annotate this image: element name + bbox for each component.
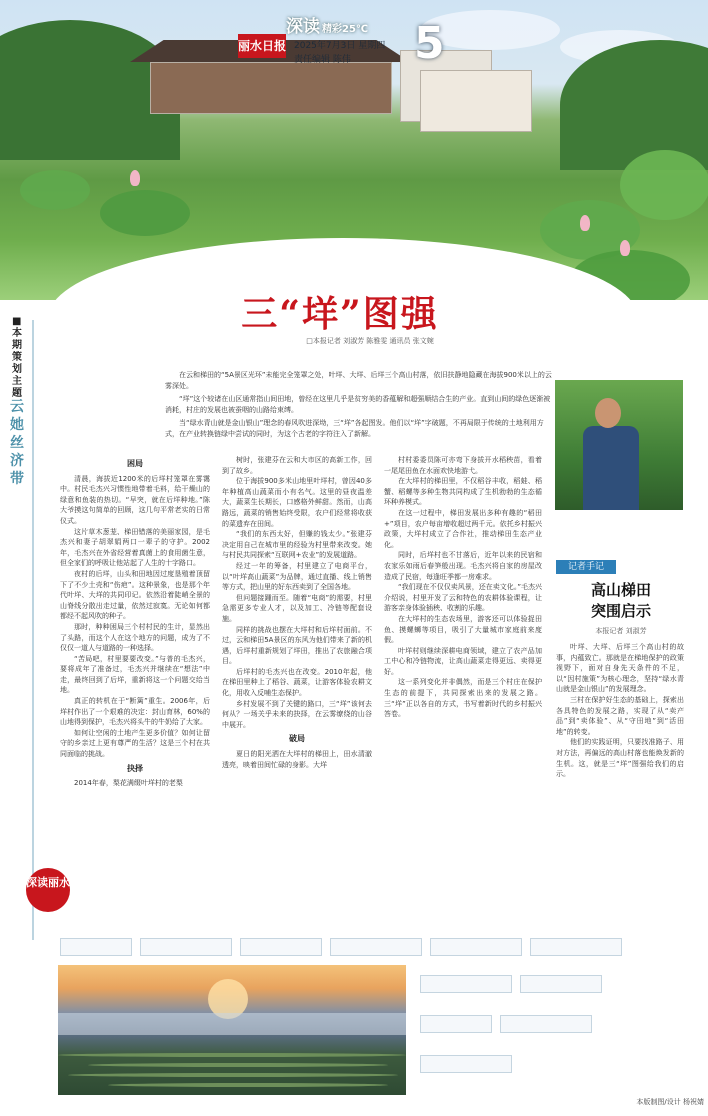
- feature-label: ■本期策划主题: [12, 316, 22, 399]
- wall-brick: [430, 938, 522, 956]
- body-paragraph: 如何让空闲的土地产生更多价值？如何让留守的乡亲过上更有尊严的生活？这是三个村在共同面临的挑战。: [60, 728, 210, 759]
- wall-brick: [500, 1015, 592, 1033]
- terrace-line: [88, 1063, 388, 1067]
- page-number: 5: [414, 18, 445, 69]
- issue-date: 2025年7月3日 星期四: [294, 41, 386, 51]
- body-paragraph: “我们现在不仅仅卖风景，还在卖文化。”毛杰兴介绍说，村里开发了云和特色的农耕体验课程，让游客亲身体验插秧、收割的乐趣。: [384, 583, 542, 613]
- section-heading: 破局: [289, 734, 305, 744]
- commentary-paragraph: 他们的实践证明，只要找准路子、用对方法，再偏远的高山村落也能焕发新的生机。这，就是三“垟”图强给我们的启示。: [556, 738, 684, 779]
- body-paragraph: “我们的东西太好，但赚的钱太少。”张建芬决定用自己在城市里的经验为村里带来改变。她与村民共同探索“互联网+农业”的发展道路。: [222, 530, 372, 560]
- design-credits: 本版制图/设计 杨祝婧: [636, 1098, 704, 1106]
- terraces-sunset-photo: [58, 965, 406, 1095]
- terrace-line: [108, 1083, 388, 1087]
- mist-layer: [58, 1013, 406, 1035]
- wall-brick: [240, 938, 322, 956]
- lotus-flower: [620, 240, 630, 256]
- wall-brick: [530, 938, 622, 956]
- body-paragraph: 在大垟村的生态农场里，游客还可以体验捉田鱼、摸螺蛳等项目，吸引了大量城市家庭前来度假。: [384, 614, 542, 645]
- lead-paragraph: “垟”这个较诸在山区通常指山间田地，曾经在这里几乎是贫穷美的香蕴解和超强顺结合生的产业。直到山间的绿色逐渐被消耗，村庄的发展也被蚕咽的山路给束缚。: [165, 395, 551, 414]
- body-paragraph: 村村委委员陈可亦弯下身拔开水稻秧苗，看着一尾尾田鱼在水面欢快地游弋。: [384, 456, 542, 475]
- body-paragraph: 但问题接踵而至。随着“电商”的需要，村里急需更多专业人才，以及加工、冷链等配套设施。: [222, 593, 372, 623]
- body-paragraph: “苦局吧，村里要要改变。”与普的毛杰兴，要将成年了准备过，毛杰兴并继续在“想法”中走，最终回到了后垟，重新将这一个问题交给当地。: [60, 654, 210, 695]
- section-heading: 困局: [127, 459, 143, 468]
- terrace-line: [68, 1073, 398, 1077]
- reporter-notes-tag: 记者手记: [556, 560, 616, 574]
- wall-brick: [520, 975, 602, 993]
- section-heading: 抉择: [127, 763, 143, 773]
- body-paragraph: 那时，种种困局三个村村民的生计，显然出了头路，而这个人在这个地方的问题，成为了不仅仅一道人与道路的一种选择。: [60, 622, 210, 653]
- body-paragraph: 在大垟村的梯田里，不仅稻谷丰收，稻蛙、稻蟹、稻螺等多种生物共同构成了生机勃勃的生态循环种养模式。: [384, 477, 542, 507]
- article-column-3: [384, 455, 542, 720]
- wall-brick: [60, 938, 132, 956]
- body-paragraph: 清晨，海拔近1200米的后垟村笼罩在雾霭中。村民毛杰兴习惯性地带着毛料，给干燥山的绿意和鱼装的热切。“早突，就在后垟种地。”陈大爷摸这句简单的回顾，这几句平常老实的日常仪式。: [60, 474, 210, 525]
- commentary-body: [556, 642, 684, 780]
- lotus-leaf: [20, 170, 90, 210]
- paper-logo: 丽水日报: [238, 34, 286, 58]
- wall-brick: [140, 938, 232, 956]
- deep-read-seal: 深读丽水: [26, 868, 70, 912]
- byline: □本报记者 刘淑芳 陈雅雯 通讯员 张文婉: [306, 337, 434, 345]
- commentary-paragraph: 三村在保护好生态的基础上，探索出各具特色的发展之路，实现了从“卖产品”到“卖体验”、从“守田地”到“活田地”的转变。: [556, 695, 684, 736]
- lotus-flower: [130, 170, 140, 186]
- body-paragraph: 位于海拔900多米山地里叶垟村，曾因40多年种植高山蔬菜而小有名气。这里的昼夜温差大，蔬菜生长期长，口感格外鲜甜。然而，山高路远，蔬菜的销售始终受限，农户们经常将收获的菜遗弃在田间。: [222, 477, 372, 528]
- body-paragraph: 这一系列变化并非偶然，而是三个村庄在保护生态的前提下，共同探索出来的发展之路。三“垟”正以各自的方式，书写着新时代的乡村振兴答卷。: [384, 678, 542, 719]
- body-paragraph: 同时，后垟村也不甘落后，近年以来的民宿和农家乐如雨后春笋般出现。毛杰兴将自家的房屋改造成了民宿，每逢旺季都一房难求。: [384, 551, 542, 581]
- lotus-leaf: [620, 150, 708, 220]
- body-paragraph: 叶垟村则继续深耕电商领域，建立了农产品加工中心和冷链物流，让高山蔬菜走得更远、卖得更好。: [384, 646, 542, 676]
- editor-credit: 责任编辑 陈伟: [294, 55, 351, 65]
- commentary-title: [556, 580, 686, 622]
- body-paragraph: 在这一过程中，梯田发展出多种有趣的“稻田+”项目，农户每亩增收超过两千元。依托乡村振兴政策，大垟村成立了合作社，推动梯田生态产业化。: [384, 508, 542, 549]
- commentary-author: 本报记者 刘淑芳: [595, 627, 647, 635]
- wall-brick: [420, 975, 512, 993]
- headline: 三“垟”图强: [241, 293, 439, 335]
- body-paragraph: 真正的转机在于“断篱”重生。2006年，后垟村作出了一个艰难的决定：封山育林，60%的山地得到保护，毛杰兴将头牛的牛奶给了大家。: [60, 697, 210, 727]
- lotus-flower: [580, 215, 590, 231]
- masthead: [238, 12, 468, 72]
- lead-paragraph: 在云和梯田的“5A景区光环”未能完全笼罩之处，叶垟、大垟、后垟三个高山村落，依旧扶静地隐藏在海拔900米以上的云雾深处。: [165, 371, 552, 390]
- body-paragraph: 乡村发展不到了关键的路口，三“垟”该何去何从？一场关乎未来的抉择，在云雾缭绕的山谷中展开。: [222, 699, 372, 729]
- body-paragraph: 经过一年的筹备，村里建立了电商平台，以“叶垟高山蔬菜”为品牌，通过直播、线上销售等方式，把山里的好东西卖到了全国各地。: [222, 561, 372, 592]
- body-paragraph: 夏日的阳光洒在大垟村的梯田上，田水清澈透亮，映着田间忙碌的身影。大垟: [222, 750, 372, 769]
- body-paragraph: 这片草木葱茏、梯田错落的美丽家园，是毛杰兴和妻子胡翠娟两口一辈子的守护。2002年，毛杰兴在外省经营着真菌上的食用菌生意，但全家们的呼吸让他站起了人生的十字路口。: [60, 527, 210, 568]
- lead-paragraphs: [165, 370, 553, 442]
- commentary-title-line: 突围启示: [590, 602, 651, 620]
- farmer-portrait-photo: [555, 380, 683, 510]
- article-column-2: [222, 455, 372, 770]
- body-paragraph: 2014年春，梨花满缀叶垟村的老梨: [74, 779, 183, 788]
- portrait-figure: [583, 426, 639, 510]
- lotus-leaf: [100, 190, 190, 236]
- wall-brick: [330, 938, 422, 956]
- commentary-paragraph: 叶垟、大垟、后垟三个高山村的故事，内蕴致亡。那就是在梯地保护的政策视野下，面对自身先天条件的不足，以“因村施策”为核心理念，坚持“绿水青山就是金山银山”的发展理念。: [556, 643, 684, 694]
- body-paragraph: 同样的挑战也摆在大垟村和后垟村面前。不过，云和梯田5A景区的东风为他们带来了新的机遇，后垟村重新规划了垟田，推出了农旅融合项目。: [222, 625, 372, 666]
- wall-brick: [420, 1055, 512, 1073]
- portrait-face: [595, 398, 621, 428]
- body-paragraph: 夜村的后垟，山头和田地因过度垦殖着顶留下了不少土壳和“伤疤”。这种景象，也是那个年代叶垟、大垟的共同印记。依然沿着陡峭全景的山脊线分散出走过量，依然过寂寞。无论如何都都经不起风吹的种子。: [60, 569, 210, 621]
- wall-brick: [420, 1015, 492, 1033]
- side-rule: [32, 320, 34, 940]
- terrace-line: [58, 1053, 406, 1057]
- village-house: [420, 70, 532, 132]
- body-paragraph: 后垟村的毛杰兴也在改变。2010年起，他在梯田里种上了稻谷、蔬菜，让游客体验农耕文化，用收入反哺生态保护。: [222, 667, 372, 698]
- section-name: 深读 精彩25℃: [286, 17, 369, 37]
- article-column-1: [60, 455, 210, 789]
- body-paragraph: 树时，张建芬在云和大市区的高新工作，回到了故乡。: [222, 456, 372, 475]
- commentary-title-line: 高山梯田: [590, 581, 651, 599]
- feature-theme: 云她丝济带: [10, 399, 24, 487]
- lead-paragraph: 当“绿水青山就是金山银山”理念的春风吹进深坳，三“垟”各起图发。他们以“垟”字破题，不再局限于传统的土地利用方式，在产业转换链绿中尝试的同时，为这个古老的字符注入了新解。: [165, 419, 544, 438]
